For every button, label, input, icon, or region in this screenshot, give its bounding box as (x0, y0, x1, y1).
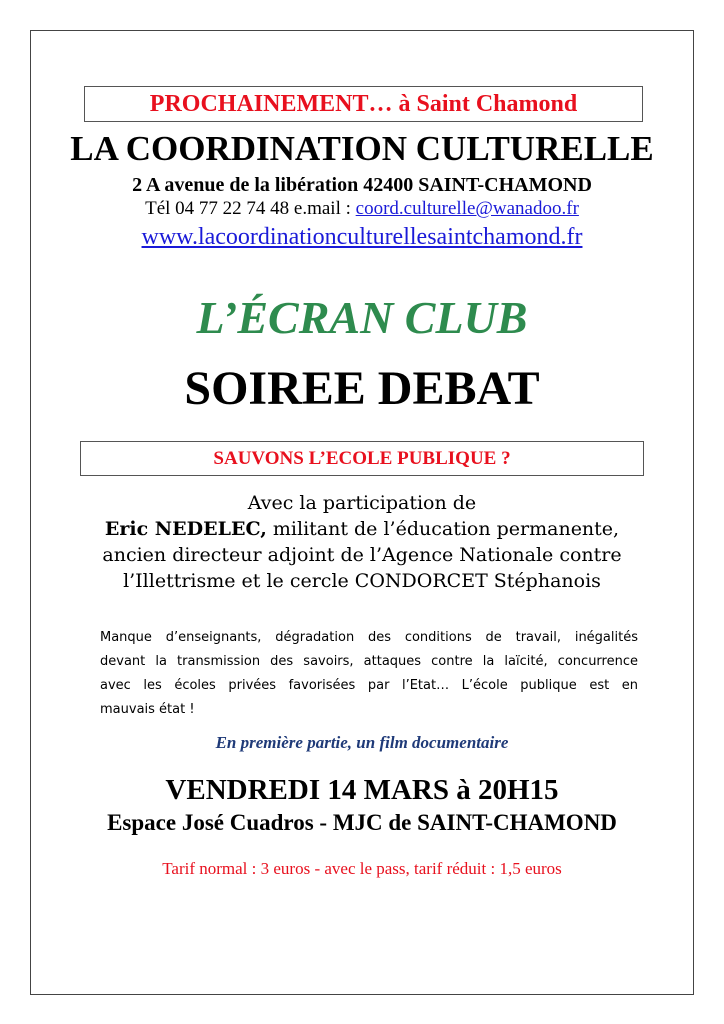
event-venue: Espace José Cuadros - MJC de SAINT-CHAMOND (107, 810, 617, 835)
announcement-text: PROCHAINEMENT… à Saint Chamond (149, 91, 578, 117)
description-line: mauvais état ! (100, 702, 195, 717)
event-type-title: SOIREE DEBAT (184, 362, 540, 415)
description-paragraph (100, 626, 638, 722)
announcement-banner (84, 86, 643, 122)
participation-line-1 (0, 516, 724, 542)
participation-line-3: l’Illettrisme et le cercle CONDORCET Stéphanois (123, 570, 601, 592)
address-line: 2 A avenue de la libération 42400 SAINT-CHAMOND (132, 174, 592, 196)
website-link-row (0, 222, 724, 252)
guest-name: Eric NEDELEC, (104, 518, 267, 540)
topic-text: SAUVONS L’ECOLE PUBLIQUE ? (213, 448, 511, 469)
description-line: avec les écoles privées favorisées par l’Etat… L’école publique est en (100, 678, 638, 693)
film-note: En première partie, un film documentaire (215, 733, 509, 752)
participation-block (0, 490, 724, 594)
participation-intro: Avec la participation de (247, 492, 477, 514)
organization-name: LA COORDINATION CULTURELLE (70, 129, 654, 168)
description-line: Manque d’enseignants, dégradation des conditions de travail, inégalités (100, 630, 638, 645)
topic-banner (80, 441, 644, 476)
phone-text: Tél 04 77 22 74 48 e.mail : (145, 198, 356, 219)
website-link[interactable]: www.lacoordinationculturellesaintchamond.fr (141, 224, 583, 250)
contact-line (0, 197, 724, 221)
email-link[interactable]: coord.culturelle@wanadoo.fr (355, 198, 579, 219)
guest-role: militant de l’éducation permanente, (266, 518, 620, 540)
club-title: L’ÉCRAN CLUB (196, 292, 528, 343)
description-line: devant la transmission des savoirs, attaques contre la laïcité, concurrence (100, 654, 638, 669)
participation-line-2: ancien directeur adjoint de l’Agence Nationale contre (102, 544, 622, 566)
event-date-time: VENDREDI 14 MARS à 20H15 (165, 774, 559, 806)
pricing-info: Tarif normal : 3 euros - avec le pass, tarif réduit : 1,5 euros (162, 859, 562, 878)
